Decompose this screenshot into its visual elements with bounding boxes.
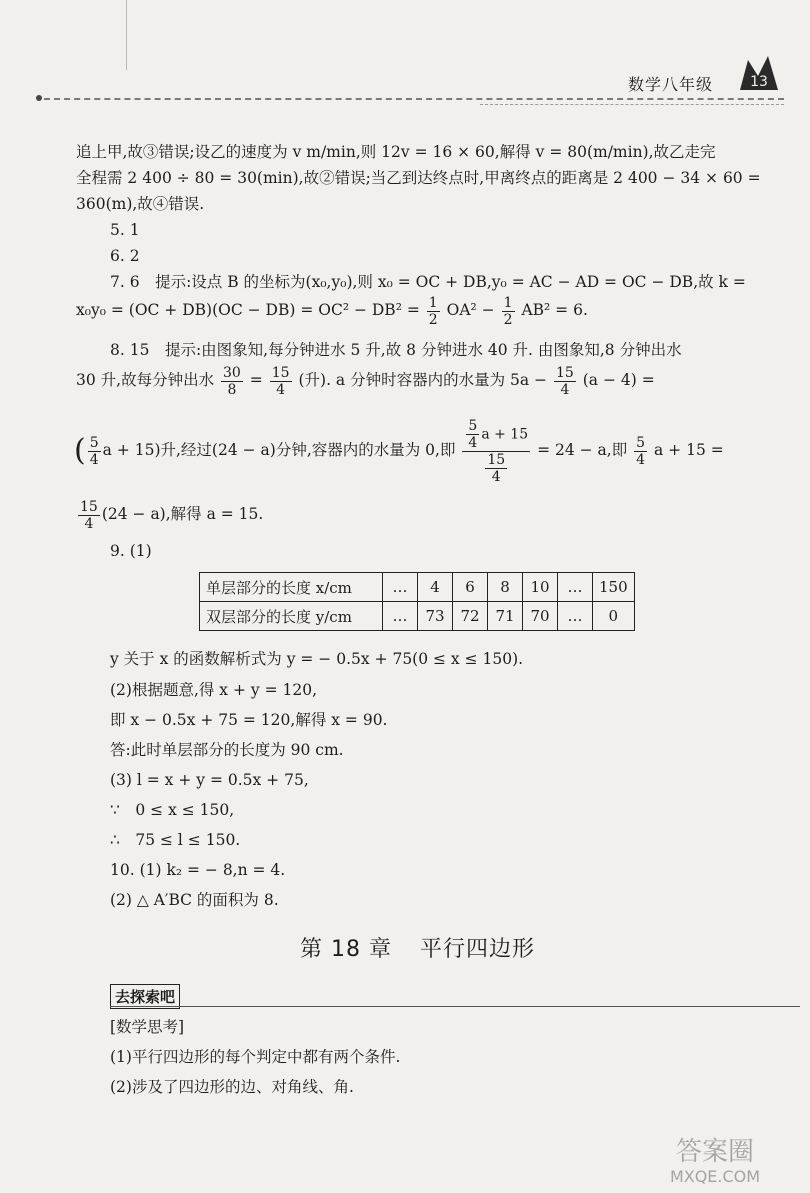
chapter-number: 第 18 章 — [300, 937, 392, 962]
text-line: 即 x − 0.5x + 75 = 120,解得 x = 90. — [110, 711, 388, 729]
book-title: 数学八年级 — [628, 75, 714, 94]
math-text: x₀y₀ = (OC + DB)(OC − DB) = OC² − DB² = — [76, 301, 420, 319]
answer-8-line4: $\frac{15}{4}$ (24 − a),解得 a = 15. — [80, 498, 264, 532]
fraction: $\frac{15}{4}$ — [555, 364, 574, 398]
table-row: 双层部分的长度 y/cm … 73 72 71 70 … 0 — [200, 602, 635, 631]
text-line: ∵ 0 ≤ x ≤ 150, — [110, 801, 235, 819]
fraction: $\frac{15}{4}$ — [271, 364, 290, 398]
list-item: (1)平行四边形的每个判定中都有两个条件. — [110, 1048, 401, 1066]
answer-8-line2: 30 升,故每分钟出水 $\frac{30}{8}$ = $\frac{15}{4}$ (升). a 分钟时容器内的水量为 5a − $\frac{15}{4}$ (a − 4) = — [76, 364, 655, 398]
answer-9: 9. (1) — [110, 542, 152, 560]
watermark-logo — [630, 1130, 800, 1188]
answer-10: 10. (1) k₂ = − 8,n = 4. — [110, 861, 286, 879]
chapter-heading — [300, 932, 535, 963]
header-rule-dot — [36, 95, 42, 101]
math-text: AB² = 6. — [521, 301, 588, 319]
answer-7-line2 — [76, 293, 588, 328]
text-line: (3) l = x + y = 0.5x + 75, — [110, 771, 309, 789]
subheading: [数学思考] — [110, 1018, 185, 1036]
header-rule — [44, 98, 784, 100]
text-line: 追上甲,故③错误;设乙的速度为 v m/min,则 12v = 16 × 60,解得 v = 80(m/min),故乙走完 — [76, 143, 716, 161]
text-line: ∴ 75 ≤ l ≤ 150. — [110, 831, 241, 849]
margin-line — [126, 0, 127, 70]
text-line: 360(m),故④错误. — [76, 195, 205, 213]
answer-6: 6. 2 — [110, 247, 140, 265]
fraction: $\frac{1}{2}$ — [428, 294, 438, 328]
math-text: OA² − — [446, 301, 495, 319]
svg-text:答案圈: 答案圈 — [675, 1137, 755, 1167]
fraction: $\frac{1}{2}$ — [503, 294, 513, 328]
fraction: $\frac{15}{4}$ — [80, 498, 98, 532]
function-expression: y 关于 x 的函数解析式为 y = − 0.5x + 75(0 ≤ x ≤ 150). — [110, 650, 524, 668]
text-line: 全程需 2 400 ÷ 80 = 30(min),故②错误;当乙到达终点时,甲离终点的距离是 2 400 − 34 × 60 = — [76, 169, 761, 187]
section-box-label: 去探索吧 — [110, 984, 180, 1009]
page-number-badge — [738, 50, 780, 96]
data-table — [199, 572, 635, 631]
compound-fraction: $\frac{5}{4}$ a + 15 $\frac{15}{4}$ — [462, 418, 530, 485]
fraction: $\frac{5}{4}$ — [89, 434, 99, 468]
text-line: (2)根据题意,得 x + y = 120, — [110, 681, 318, 699]
chapter-title: 平行四边形 — [419, 937, 535, 962]
fraction: $\frac{30}{8}$ — [223, 364, 241, 398]
header-rule-secondary — [480, 104, 784, 105]
text-line: 答:此时单层部分的长度为 90 cm. — [110, 741, 344, 759]
fraction: $\frac{5}{4}$ — [636, 434, 646, 468]
table-row: 单层部分的长度 x/cm … 4 6 8 10 … 150 — [200, 573, 635, 602]
svg-text:MXQE.COM: MXQE.COM — [669, 1167, 761, 1186]
text-line: (2) △ A′BC 的面积为 8. — [110, 891, 279, 909]
answer-5: 5. 1 — [110, 221, 140, 239]
section-rule — [110, 1006, 800, 1007]
answer-8-line3: ( $\frac{5}{4}$ a + 15)升,经过(24 − a)分钟,容器内的水量为 0,即 $\frac{5}{4}$ a + 15 $\frac{15}{4}$ = 24 − a,即 $\frac{5}{4}$ a + 15 = — [74, 417, 724, 485]
answer-7-line1: 7. 6 提示:设点 B 的坐标为(x₀,y₀),则 x₀ = OC + DB,y₀ = AC − AD = OC − DB,故 k = — [110, 273, 746, 291]
list-item: (2)涉及了四边形的边、对角线、角. — [110, 1078, 354, 1096]
page-number: 13 — [750, 74, 768, 90]
answer-8-line1: 8. 15 提示:由图象知,每分钟进水 5 升,故 8 分钟进水 40 升. 由图象知,8 分钟出水 — [110, 341, 682, 359]
